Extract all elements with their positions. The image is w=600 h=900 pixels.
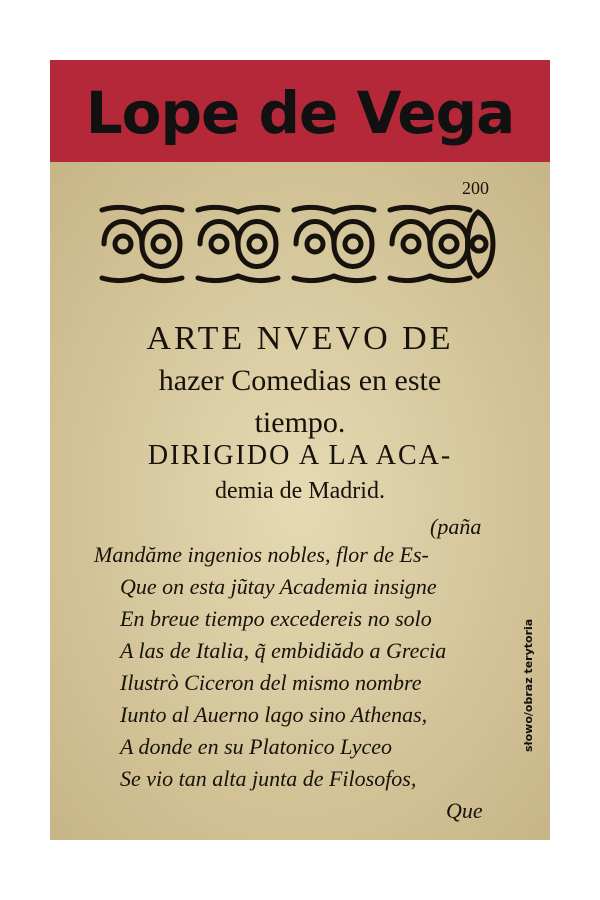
book-cover [50, 60, 550, 840]
old-printed-page [50, 162, 550, 840]
verse-line: A las de Italia, q̃ embidiădo a Grecia [120, 638, 447, 663]
verse-line: En breue tiempo excedereis no solo [120, 606, 432, 631]
title-line-2: hazer Comedias en este [158, 364, 442, 397]
title-line-3: tiempo. [254, 406, 346, 439]
title-line-5: demia de Madrid. [215, 478, 385, 504]
verse-line: Que on esta jũtay Academia insigne [120, 574, 437, 599]
floral-ornament-icon [98, 202, 500, 286]
page-number: 200 [462, 178, 489, 198]
verse-line: Que [446, 798, 483, 823]
verse-line: (paña [430, 514, 482, 539]
verse-line: Mandăme ingenios nobles, flor de Es- [94, 542, 429, 567]
verse-line: Ilustrò Ciceron del mismo nombre [120, 670, 422, 695]
publisher-imprint: słowo/obraz terytoria [522, 618, 535, 752]
author-name: Lope de Vega [85, 79, 515, 147]
verse-line: Se vio tan alta junta de Filosofos, [120, 766, 417, 791]
author-banner [50, 60, 550, 162]
title-line-1: ARTE NVEVO DE [146, 320, 454, 357]
title-line-4: DIRIGIDO A LA ACA- [147, 440, 453, 471]
verse-line: A donde en su Platonico Lyceo [120, 734, 393, 759]
verse-line: Iunto al Auerno lago sino Athenas, [120, 702, 428, 727]
